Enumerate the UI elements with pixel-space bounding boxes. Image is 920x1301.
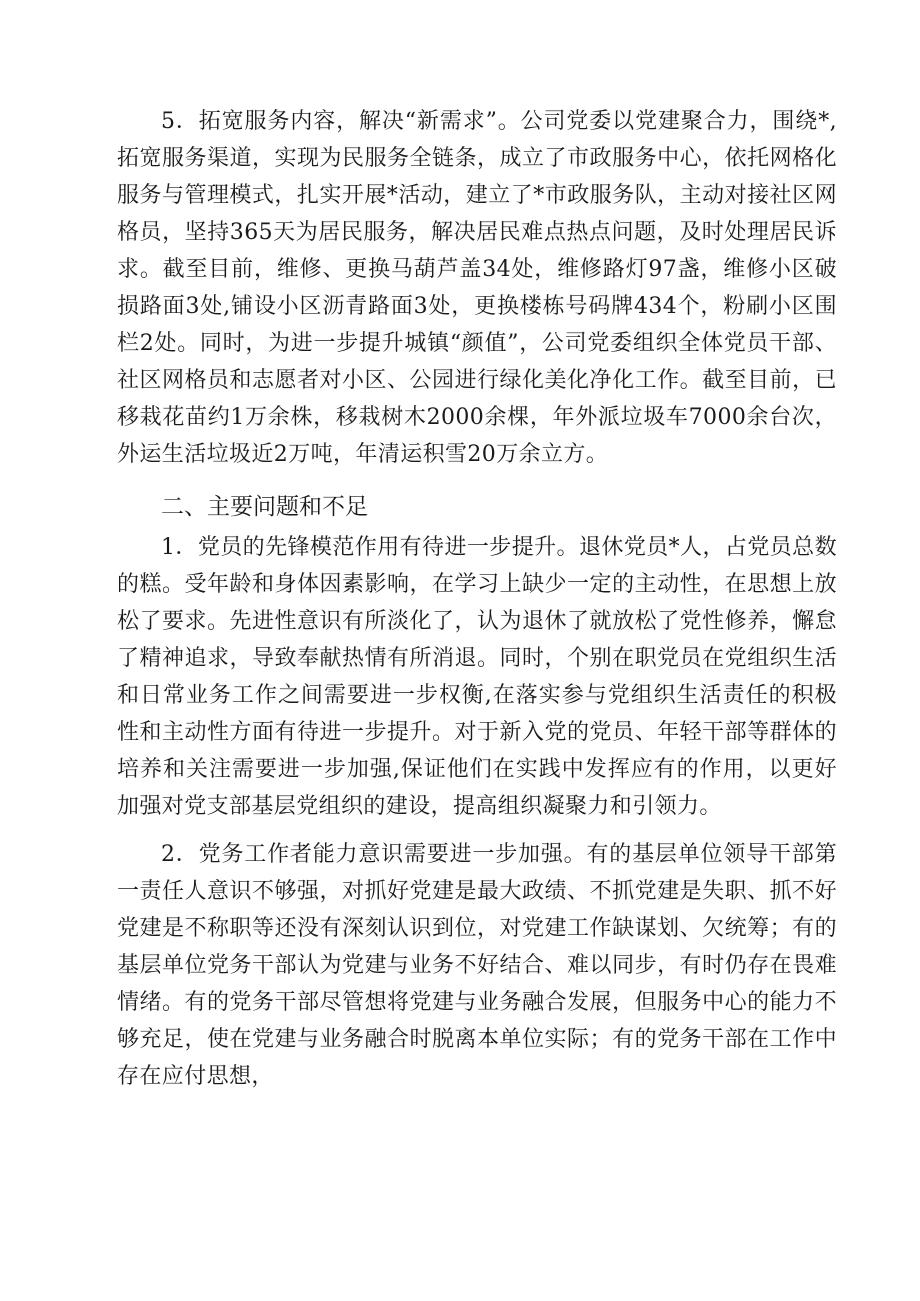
section-heading: 二、主要问题和不足 bbox=[161, 494, 368, 520]
paragraph-problem-2: 2．党务工作者能力意识需要进一步加强。有的基层单位领导干部第一责任人意识不够强，对抓好党建是最大政绩、不抓党建是失职、抓不好党建是不称职等还没有深刻认识到位，对党建工作缺谋划、欠统筹；有的基层单位党务干部认为党建与业务不好结合、难以同步，有时仍存在畏难情绪。有的党务干部尽管想将党建与业务融合发展，但服务中心的能力不够充足，使在党建与业务融合时脱离本单位实际；有的党务干部在工作中存在应付思想， bbox=[117, 842, 837, 1089]
paragraph-problem-1: 1．党员的先锋模范作用有待进一步提升。退休党员*人，占党员总数的糕。受年龄和身体因素影响，在学习上缺少一定的主动性，在思想上放松了要求。先进性意识有所淡化了，认为退休了就放松了党性修养，懈怠了精神追求，导致奉献热情有所消退。同时，个别在职党员在党组织生活和日常业务工作之间需要进一步权衡,在落实参与党组织生活责任的积极性和主动性方面有待进一步提升。对于新入党的党员、年轻干部等群体的培养和关注需要进一步加强,保证他们在实践中发挥应有的作用，以更好加强对党支部基层党组织的建设，提高组织凝聚力和引领力。 bbox=[117, 535, 837, 819]
document-body bbox=[117, 103, 837, 1095]
paragraph-item-5: 5．拓宽服务内容，解决“新需求”。公司党委以党建聚合力，围绕*,拓宽服务渠道，实现为民服务全链条，成立了市政服务中心，依托网格化服务与管理模式，扎实开展*活动，建立了*市政服务队，主动对接社区网格员，坚持365天为居民服务，解决居民难点热点问题，及时处理居民诉求。截至目前，维修、更换马葫芦盖34处，维修路灯97盏，维修小区破损路面3处,铺设小区沥青路面3处，更换楼栋号码牌434个，粉刷小区围栏2处。同时，为进一步提升城镇“颜值”，公司党委组织全体党员干部、社区网格员和志愿者对小区、公园进行绿化美化净化工作。截至目前，已移栽花苗约1万余株，移栽树木2000余棵，年外派垃圾车7000余台次，外运生活垃圾近2万吨，年清运积雪20万余立方。 bbox=[117, 109, 837, 467]
